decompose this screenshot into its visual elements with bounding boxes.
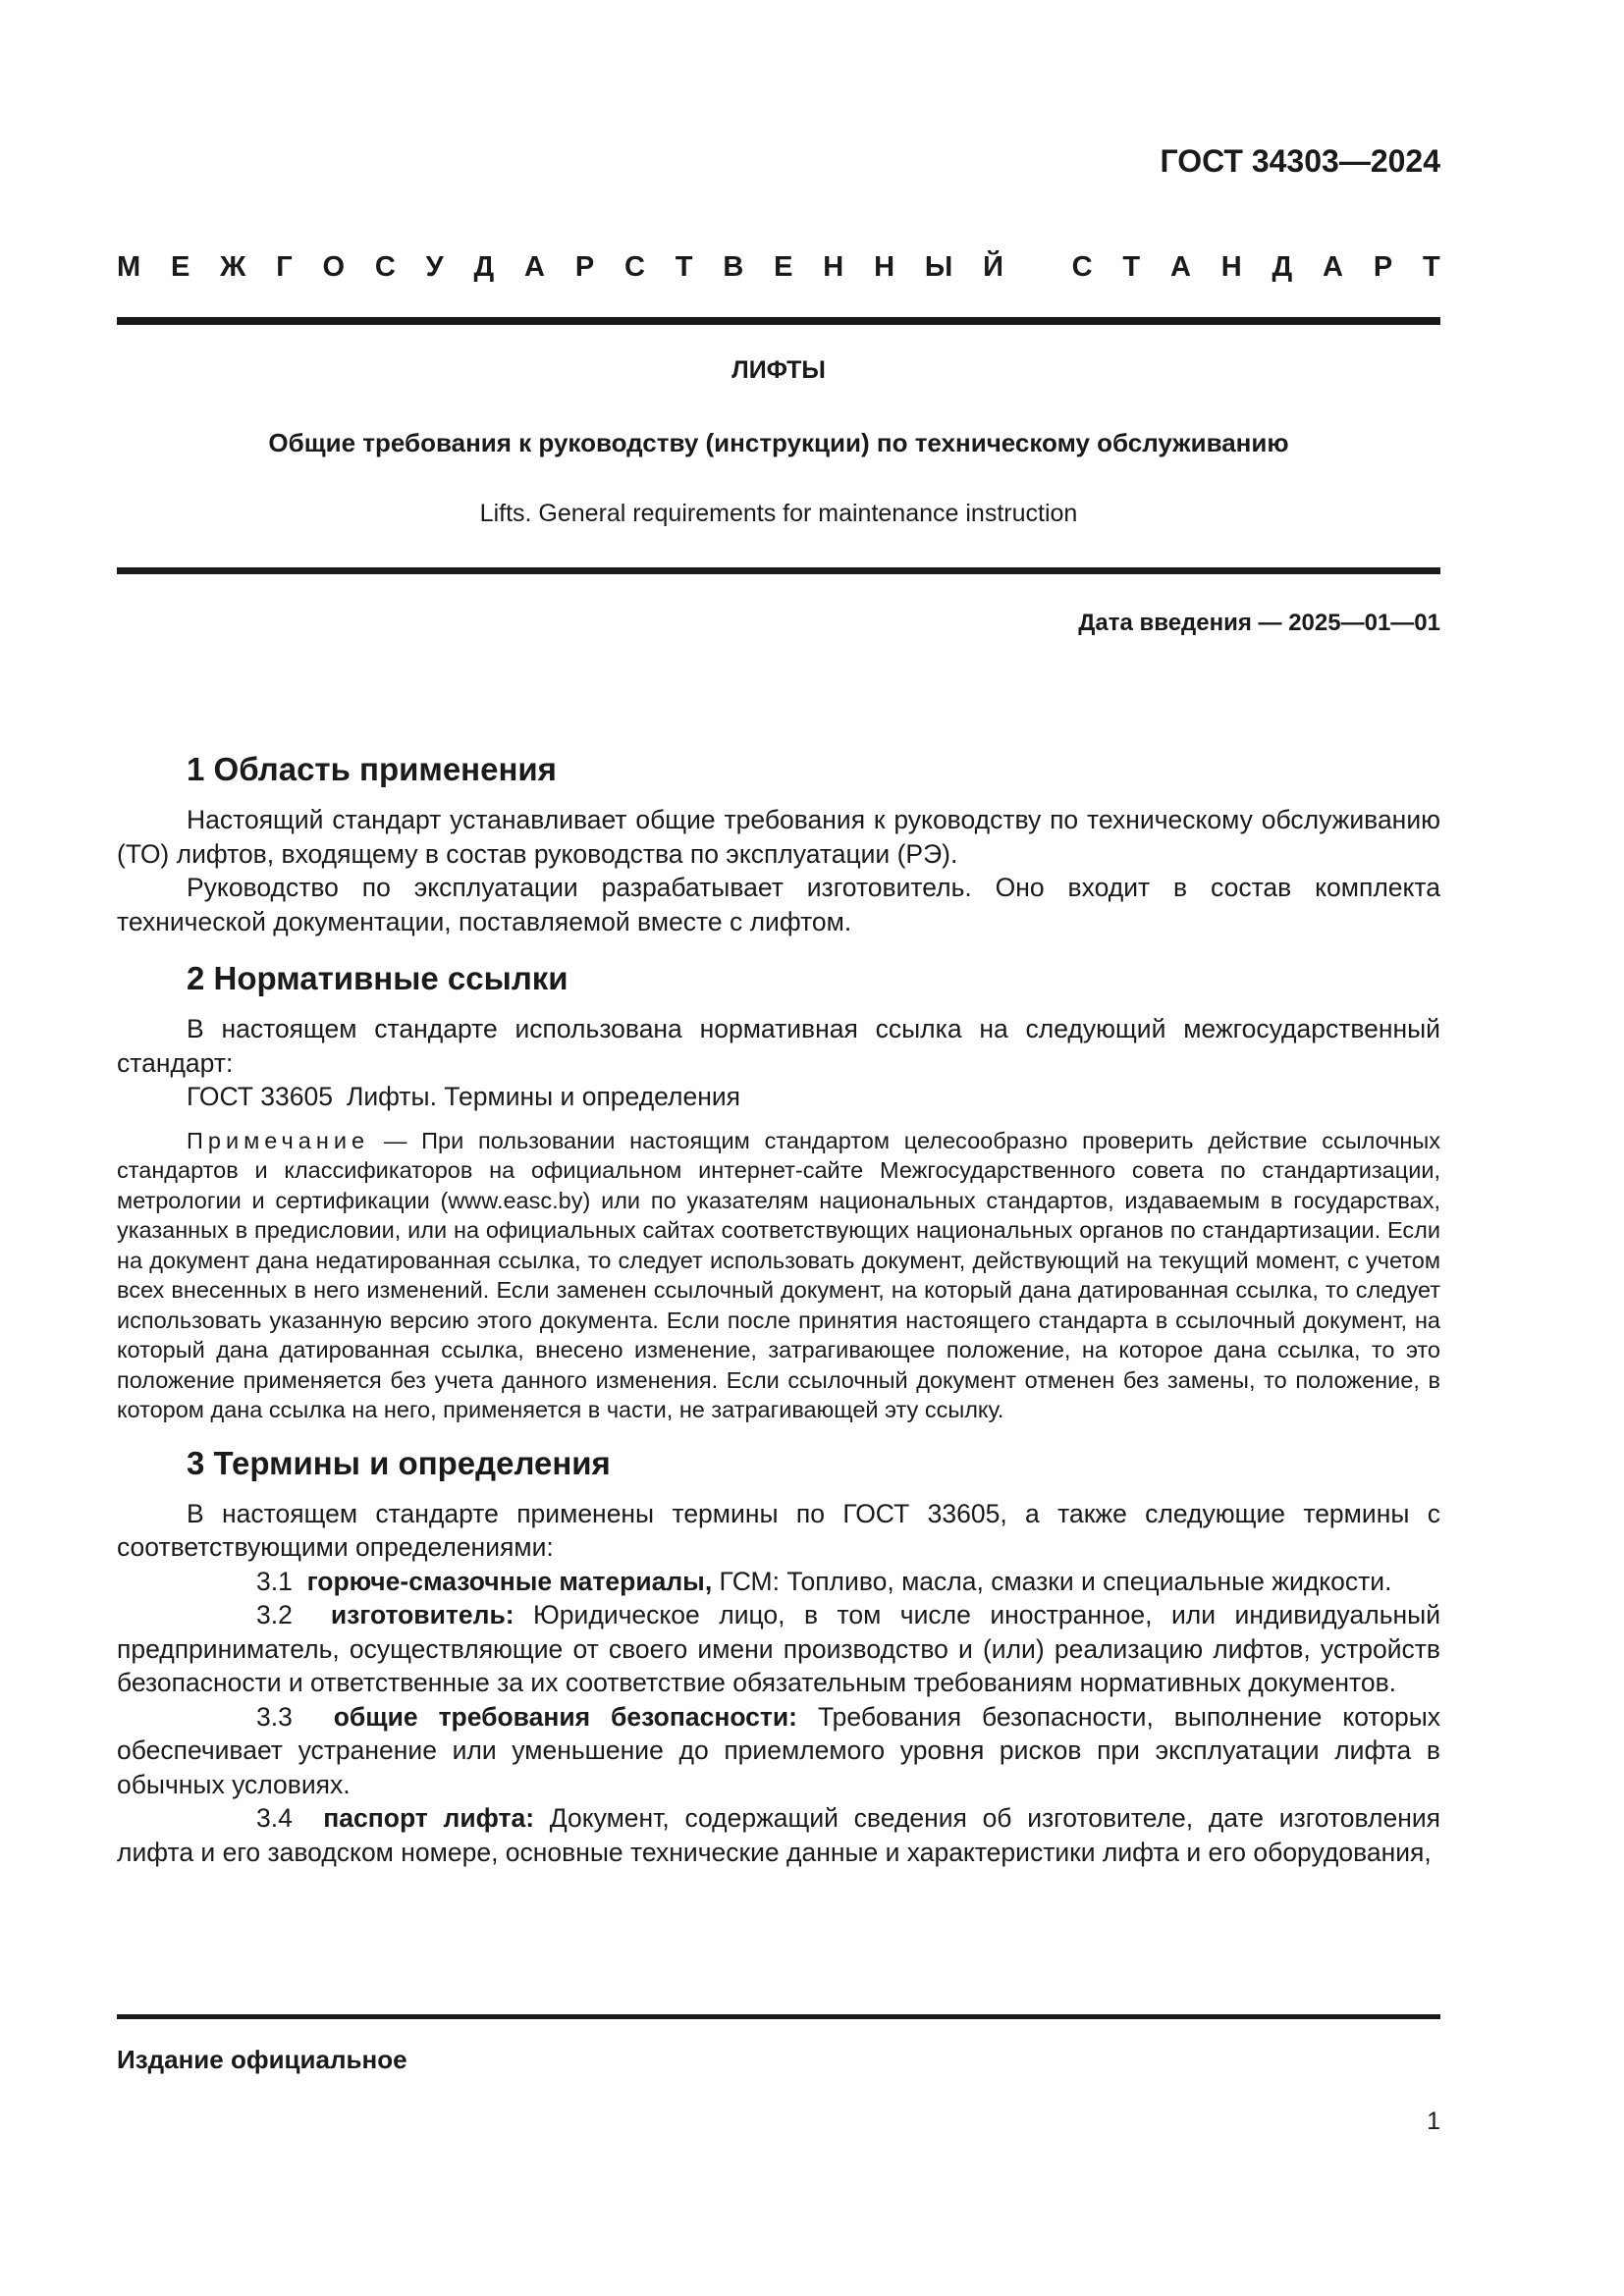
document-body	[117, 751, 1440, 1869]
header-rule	[117, 317, 1440, 325]
paragraph: Настоящий стандарт устанавливает общие требования к руководству по техническому обслуживанию (ТО) лифтов, входящему в состав руководства по эксплуатации (РЭ).	[117, 805, 1440, 869]
reference-code: ГОСТ 33605	[187, 1082, 333, 1111]
standard-kind-letter: Д	[473, 251, 495, 283]
document-title: ЛИФТЫ	[731, 356, 826, 384]
term-entry	[117, 1565, 1440, 1599]
term-entry	[117, 1801, 1440, 1869]
standard-kind-heading	[117, 251, 1440, 284]
standard-kind-letter: Ы	[924, 251, 953, 283]
standard-kind-letter: Т	[1122, 251, 1141, 283]
title-rule	[117, 567, 1440, 574]
standard-kind-letter: Н	[1220, 251, 1242, 283]
standard-kind-letter: Т	[675, 251, 693, 283]
note	[117, 1126, 1440, 1425]
standard-kind-letter: С	[624, 251, 645, 283]
term-number: 3.2	[256, 1600, 293, 1629]
standard-kind-letter: А	[1323, 251, 1343, 283]
section-heading-scope: 1 Область применения	[187, 751, 557, 787]
standard-kind-letter: Р	[574, 251, 595, 283]
section-heading-terms: 3 Термины и определения	[187, 1444, 611, 1481]
standard-kind-letter: А	[524, 251, 545, 283]
introduction-date: Дата введения — 2025—01—01	[1078, 610, 1440, 636]
standard-kind-letter: Н	[823, 251, 844, 283]
standard-kind-letter: Е	[171, 251, 190, 283]
standard-kind-letter: А	[1169, 251, 1191, 283]
footer-rule	[117, 2014, 1440, 2019]
paragraph: В настоящем стандарте использована нормативная ссылка на следующий межгосударственный стандарт:	[117, 1014, 1440, 1078]
standard-kind-letter: В	[723, 251, 744, 283]
standard-kind-letter: У	[425, 251, 444, 283]
standard-kind-letter: Й	[983, 251, 1003, 283]
document-subtitle: Общие требования к руководству (инструкции) по техническому обслуживанию	[268, 428, 1289, 457]
term-definition: Документ, содержащий сведения об изготовителе, дате изготовления лифта и его заводском номере, основные технические данные и характеристики лифта и его оборудования,	[117, 1803, 1440, 1867]
standard-kind-letter: Д	[1272, 251, 1293, 283]
section-heading-references: 2 Нормативные ссылки	[187, 960, 568, 996]
term-number: 3.3	[256, 1701, 293, 1732]
note-text: — При пользовании настоящим стандартом целесообразно проверить действие ссылочных стандартов и классификаторов на официальном интернет-сайте Межгосударственного совета по стандартизации, метрологии и сертификации (www.easc.by) или по указателям национальных стандартов, издаваемым в государствах, указанных в предисловии, или на официальных сайтах соответствующих национальных органов по стандартизации. Если на документ дана недатированная ссылка, то следует использовать документ, действующий на текущий момент, с учетом всех внесенных в него изменений. Если заменен ссылочный документ, на который дана датированная ссылка, то следует использовать указанную версию этого документа. Если после принятия настоящего стандарта в ссылочный документ, на который дана датированная ссылка, внесено изменение, затрагивающее положение, на которое дана ссылка, то это положение применяется без учета данного изменения. Если ссылочный документ отменен без замены, то положение, в котором дана ссылка на него, применяется в части, не затрагивающей эту ссылку.	[117, 1127, 1440, 1422]
standard-kind-letter: М	[117, 251, 141, 283]
term-number: 3.1	[256, 1566, 293, 1596]
paragraph: Руководство по эксплуатации разрабатывает изготовитель. Оно входит в состав комплекта технической документации, поставляемой вместе с лифтом.	[117, 873, 1440, 936]
term-entry	[117, 1598, 1440, 1700]
term-name: горюче-смазочные материалы,	[306, 1566, 713, 1596]
term-number: 3.4	[256, 1803, 293, 1833]
standard-kind-gap	[1034, 251, 1042, 284]
standard-kind-letter: Е	[774, 251, 793, 283]
paragraph: В настоящем стандарте применены термины по ГОСТ 33605, а также следующие термины с соответствующими определениями:	[117, 1498, 1440, 1562]
document-title-english: Lifts. General requirements for maintenance instruction	[479, 500, 1078, 527]
standard-kind-letter: С	[1071, 251, 1093, 283]
note-label: Примечание	[187, 1127, 370, 1153]
standard-kind-letter: Н	[874, 251, 895, 283]
standard-kind-letter: О	[322, 251, 346, 283]
term-definition: Юридическое лицо, в том числе иностранное, или индивидуальный предприниматель, осуществляющие от своего имени производство и (или) реализацию лифтов, устройств безопасности и ответственные за их соответствие обязательным требованиям нормативных документов.	[117, 1600, 1440, 1697]
standard-kind-letter: Г	[276, 251, 293, 283]
standard-kind-letter: Ж	[220, 251, 246, 283]
term-definition: Требования безопасности, выполнение которых обеспечивает устранение или уменьшение до приемлемого уровня рисков при эксплуатации лифта в обычных условиях.	[117, 1701, 1440, 1799]
term-entry	[117, 1700, 1440, 1802]
term-name: изготовитель:	[330, 1600, 514, 1629]
term-name: общие требования безопасности:	[333, 1701, 798, 1732]
term-name: паспорт лифта:	[323, 1803, 535, 1833]
gost-number: ГОСТ 34303—2024	[1160, 143, 1440, 179]
standard-kind-letter: С	[374, 251, 396, 283]
standard-kind-letter: Т	[1422, 251, 1440, 283]
page-number: 1	[1427, 2108, 1440, 2135]
edition-label: Издание официальное	[117, 2045, 407, 2074]
normative-reference	[117, 1080, 1440, 1114]
reference-title: Лифты. Термины и определения	[346, 1082, 741, 1111]
term-definition: ГСМ: Топливо, масла, смазки и специальные жидкости.	[712, 1566, 1392, 1596]
standard-kind-letter: Р	[1373, 251, 1393, 283]
